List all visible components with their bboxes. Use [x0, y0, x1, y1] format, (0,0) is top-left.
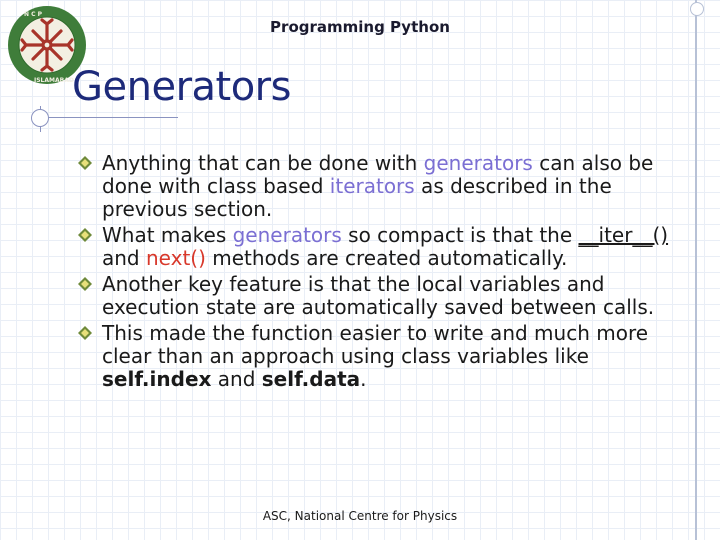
bullet-text: as described in the previous section.: [102, 174, 612, 221]
bullet-item: [78, 322, 688, 391]
bullet-text: This made the function easier to write and much more clear than an approach using class variables like: [102, 321, 649, 368]
right-decorative-circle: [690, 2, 704, 16]
svg-text:ISLAMABAD: ISLAMABAD: [34, 77, 74, 84]
bullet-item: [78, 152, 688, 221]
title-circle-ornament: [31, 109, 49, 127]
code-self-index: self.index: [102, 367, 212, 391]
method-iter: __iter__(): [578, 223, 669, 247]
slide-title: Generators: [72, 64, 291, 110]
bullet-item: [78, 224, 688, 270]
keyword-generators: generators: [232, 223, 342, 247]
bullet-text: .: [360, 367, 367, 391]
diamond-bullet-icon: [78, 156, 92, 170]
keyword-generators: generators: [423, 151, 533, 175]
svg-text:N C P: N C P: [24, 11, 42, 18]
bullet-text: Another key feature is that the local variables and execution state are automatically saved between calls.: [102, 272, 655, 319]
bullet-text: so compact is that the: [341, 223, 579, 247]
bullet-text: and: [211, 367, 262, 391]
code-self-data: self.data: [261, 367, 361, 391]
keyword-iterators: iterators: [329, 174, 415, 198]
header-title: Programming Python: [270, 18, 450, 36]
title-underline: [40, 117, 178, 118]
bullet-text: Anything that can be done with: [102, 151, 424, 175]
bullet-item: [78, 273, 688, 319]
bullet-text: methods are created automatically.: [205, 246, 568, 270]
diamond-bullet-icon: [78, 277, 92, 291]
diamond-bullet-icon: [78, 228, 92, 242]
footer-text: ASC, National Centre for Physics: [262, 509, 458, 523]
bullet-text: What makes: [102, 223, 233, 247]
bullet-list: [78, 152, 688, 394]
diamond-bullet-icon: [78, 326, 92, 340]
bullet-text: can also be done with class based: [102, 151, 654, 198]
bullet-text: and: [102, 246, 146, 270]
right-decorative-rule: [695, 0, 697, 540]
method-next: next(): [145, 246, 206, 270]
